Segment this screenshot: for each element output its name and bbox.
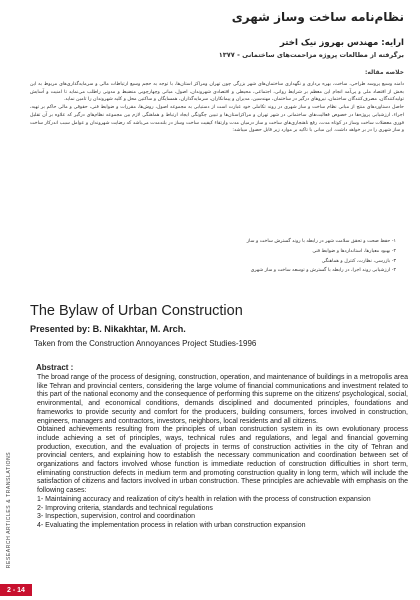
- english-list-item: 2- Improving criteria, standards and technical regulations: [37, 504, 213, 512]
- english-source: Taken from the Construction Annoyances Project Studies-1996: [34, 339, 257, 348]
- persian-abstract-body: [30, 81, 404, 135]
- persian-list-item: ۲- بهبود معیارها، استانداردها و ضوابط فنی: [312, 248, 396, 254]
- section-side-label: [4, 450, 14, 570]
- persian-paragraph-2: حاصل دستاوردهای منتج از مبانی نظام ساخت و ساز شهری در روند تکاملی خود عبارت است از دستیابی به مجموعه اصول، روش‌ها، مقررات و ضوابط فنی، حقوقی و مالی حاکم بر تهیه، اجراء، ارزشیابی پروژه‌ها در خصوص فعالیت‌های ساختمانی در شهر تهران و مراکزاستان‌ها و تبیین چگونگی ایجاد ارتباط و هماهنگی لازم بین مجموعه نظام‌های درگیر که علاوه بر آن تقلیل فوری معضلات ساخت وساز در کوتاه مدت، رفع ناهنجاری‌های ساخت و ساز درمیان مدت وارتقاء کیفیت ساخت وساز در بلندمدت می‌باشد که رضایت شهروندان و عوامل سبب اندرکار ساخت و ساز شهری را در بر خواهد داشت. این مبانی با تاکید بر موارد زیر قابل حصول میباشد:: [30, 105, 404, 134]
- english-abstract-heading: Abstract :: [36, 363, 74, 372]
- english-presenter: Presented by: B. Nikakhtar, M. Arch.: [30, 324, 186, 334]
- persian-source: برگرفته از مطالعات پروژه مزاحمت‌های ساختمانی - ۱۳۷۷: [218, 51, 404, 59]
- persian-paragraph-1: دامنه وسیع پروسه طراحی، ساخت، بهره برداری و نگهداری ساختمان‌های شهر بزرگی چون تهران ومراکز استان‌ها، با توجه به حجم وسیع ارتباطات مالی و سرمایه‌گذاری‌های مربوط به این بخش از اقتصاد ملی و پی‌آمد انجام این معظم بر شرایط روانی، اجتماعی، محیطی و اقتصادی شهروندان، اصول، مبانی وچهارچوبی منضبط و مدونی راطلب می‌نماید تا امنیت و آسایش تولیدکنندگان، مصرف‌کنندگان ساختمان، نیروهای درگیر در ساختمان، مهندسین، مدیران و پیمانکاران، سرمایه‌گذاران، همسایگان و ساکنین محل و کلیه شهروندان را تامین نماید.: [30, 82, 404, 103]
- persian-abstract-heading: خلاصه مقاله:: [365, 69, 404, 76]
- english-list: [37, 496, 408, 531]
- english-title: The Bylaw of Urban Construction: [30, 303, 243, 319]
- persian-list-item: ۳- بازرسی، نظارت، کنترل و هماهنگی: [321, 258, 396, 264]
- english-abstract-body: [37, 374, 408, 531]
- persian-presenter: ارایه: مهندس بهروز نیک اختر: [279, 38, 404, 48]
- persian-title: نظام‌نامه ساخت وساز شهری: [231, 10, 404, 24]
- page-number-tab: [0, 584, 32, 596]
- persian-list: [30, 237, 404, 276]
- page-number: 2 - 14: [7, 586, 25, 594]
- side-label-text: RESEARCH ARTICLES & TRANSLATIONS: [6, 451, 13, 569]
- english-list-item: 1- Maintaining accuracy and realization of city's health in relation with the process of construction expansion: [37, 495, 371, 503]
- persian-list-item: ۴- ارزشیابی روند اجرا، در رابطه با گسترش و توسعه ساخت و ساز شهری: [250, 268, 396, 274]
- english-list-item: 3- Inspection, supervision, control and coordination: [37, 513, 195, 521]
- english-list-item: 4- Evaluating the implementation process in relation with urban construction expansion: [37, 521, 306, 529]
- english-paragraph-1: The broad range of the process of designing, construction, operation, and maintenance of buildings in a metropolis area like Tehran and provincial centers, considering the large volume of financial communications and investment related to this part of the national economy and the consequence of performing this supreme on the citizens' psychological, social, environmental, and economical conditions, demands disciplined and documented principles, foundations and frameworks to provide security and comfort for the producers, building consumers, forces involved in construction, engineers, managers and contractors, investors, neighbors, local residents and all citizens.: [37, 374, 408, 425]
- persian-list-item: ۱- حفظ صحت و تحقق سلامت شهر در رابطه با روند گسترش ساخت و ساز: [246, 239, 396, 244]
- english-paragraph-2: Obtained achievements resulting from the principles of urban construction system in its own evolutionary process include achieving a set of principles, ways, technical rules and regulations, and legal and financial governing production, execution, and the evaluation of projects in terms of construction activities in the city of Tehran and provincial centers, and explaining how to establish the necessary communication and coordination between set of organizations and factors involved whose function is immediate reduction of construction difficulties in short term, eliminating construction defects in medium term and promoting construction quality in long term, which will include the satisfaction of citizens and factors involved in urban construction. These principles are achievable with emphasis on the following cases:: [37, 426, 408, 495]
